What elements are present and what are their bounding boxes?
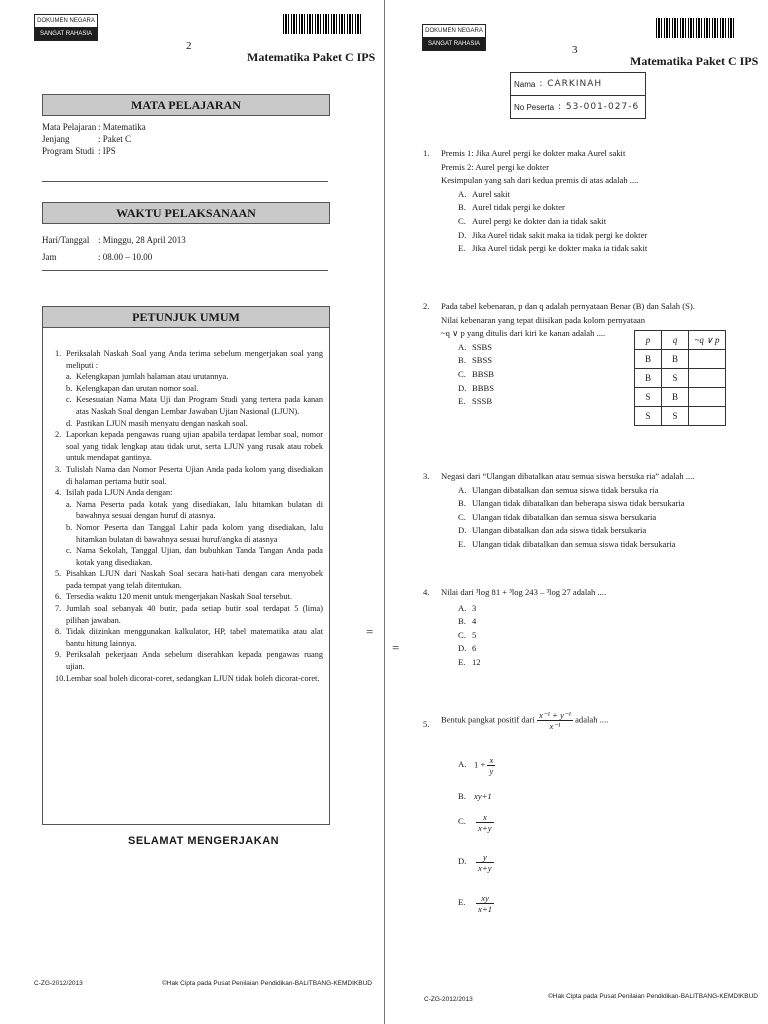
sub-item: [66, 499, 323, 522]
info-label: Jam: [42, 252, 57, 262]
option: [458, 229, 647, 243]
info-value: : Minggu, 28 April 2013: [98, 235, 186, 245]
item-text: Tersedia waktu 120 menit untuk mengerjakan Naskah Soal tersebut.: [66, 592, 292, 602]
table-row: [635, 369, 726, 388]
option-text: Ulangan dibatalkan dan ada siswa tidak bersukaria: [472, 525, 647, 536]
option-letter: E.: [458, 538, 466, 549]
option-letter: C.: [458, 511, 466, 522]
sub-text: Nama Sekolah, Tanggal Ujian, dan bubuhkan Tanda Tangan Anda pada kotak yang disediakan.: [76, 546, 323, 567]
instruction-item: [55, 591, 323, 603]
table-cell: [689, 350, 726, 369]
option: [458, 201, 647, 215]
sub-text: Kesesuaian Nama Mata Uji dan Program Studi yang tertera pada kanan atas Naskah Soal dengan Lembar Jawaban Ujian Nasional (LJUN).: [76, 395, 323, 416]
dokumen-negara-label: DOKUMEN NEGARA: [423, 25, 485, 38]
info-label: Hari/Tanggal: [42, 235, 90, 245]
info-value: : Matematika: [98, 122, 146, 132]
info-value: : Paket C: [98, 134, 131, 144]
option-text: Ulangan tidak dibatalkan dan semua siswa tidak bersukaria: [472, 538, 676, 549]
q5-option-a: [458, 755, 495, 776]
sangat-rahasia-label: SANGAT RAHASIA: [423, 38, 485, 50]
info-value: : IPS: [98, 146, 116, 156]
table-header-row: [635, 331, 726, 350]
sub-letter: c.: [66, 395, 72, 405]
question-text: ~q ∨ p yang ditulis dari kiri ke kanan adalah ....: [441, 328, 606, 339]
denominator: x+1: [478, 904, 493, 914]
peserta-label: No Peserta: [514, 102, 555, 112]
item-text: Periksalah Naskah Soal yang Anda terima sebelum mengerjakan soal yang meliputi :: [66, 349, 323, 370]
option-text: Ulangan tidak dibatalkan dan semua siswa bersukaria: [472, 511, 657, 522]
peserta-value: : 53-001-027-6: [558, 102, 640, 112]
sub-item: [66, 545, 323, 568]
fraction: [537, 710, 573, 731]
option-letter: A.: [458, 759, 467, 770]
fraction: [476, 812, 493, 833]
right-classification-box: [422, 24, 486, 51]
option-text: Jika Aurel tidak sakit maka ia tidak pergi ke dokter: [472, 229, 648, 240]
option-text: SSBS: [472, 341, 493, 352]
info-label: Jenjang: [42, 134, 70, 144]
instruction-item: [55, 626, 323, 649]
item-number: 1.: [55, 349, 62, 358]
option: [458, 242, 647, 256]
numerator: xy: [476, 893, 494, 904]
option-letter: D.: [458, 856, 467, 867]
left-barcode: [283, 14, 361, 34]
q5-option-c: [458, 812, 494, 833]
question-3: [423, 470, 694, 552]
sub-letter: c.: [66, 546, 72, 556]
peserta-row: [511, 96, 645, 118]
option-text: 1 +: [474, 759, 486, 770]
truth-table: [634, 330, 726, 426]
info-value: : 08.00 – 10.00: [98, 252, 153, 262]
sub-letter: a.: [66, 499, 72, 509]
question-text: Negasi dari “Ulangan dibatalkan atau semua siswa bersuka ria” adalah ....: [441, 471, 695, 481]
option: [458, 629, 606, 643]
option-text: 12: [472, 656, 481, 667]
question-text: Premis 1: Jika Aurel pergi ke dokter maka Aurel sakit: [441, 148, 626, 158]
option: [458, 188, 647, 202]
option: [458, 511, 694, 525]
option-text: SBSS: [472, 355, 493, 366]
option-letter: A.: [458, 341, 467, 352]
sub-text: Kelengkapan jumlah halaman atau urutannya.: [76, 372, 229, 382]
item-text: Isilah pada LJUN Anda dengan:: [66, 488, 173, 498]
option-letter: B.: [458, 498, 466, 509]
sangat-rahasia-label: SANGAT RAHASIA: [35, 28, 97, 40]
option-letter: A.: [458, 484, 467, 495]
option-text: xy+1: [474, 791, 492, 801]
question-text: Nilai kebenaran yang tepat diisikan pada kolom pernyataan: [441, 314, 646, 325]
table-cell: [689, 407, 726, 426]
option-text: Aurel tidak pergi ke dokter: [472, 202, 565, 213]
option-letter: E.: [458, 897, 466, 908]
option: [458, 615, 606, 629]
right-page-number: 3: [572, 44, 578, 56]
option: [458, 524, 694, 538]
sub-item: [66, 522, 323, 545]
table-cell: S: [635, 407, 662, 426]
sub-text: Nomor Peserta dan Tanggal Lahir pada kolom yang disediakan, lalu hitamkan bulatan di bawahnya sesuai huruf/angka di atasnya: [76, 522, 323, 544]
item-number: 10.: [55, 673, 66, 683]
question-text: Pada tabel kebenaran, p dan q adalah pernyataan Benar (B) dan Salah (S).: [441, 301, 695, 311]
info-label: Program Studi: [42, 146, 95, 156]
instruction-item: [55, 429, 323, 464]
participant-box: [510, 72, 646, 119]
numerator: x: [489, 755, 494, 765]
question-number: 4.: [423, 587, 430, 597]
left-page-title: Matematika Paket C IPS: [247, 50, 376, 64]
option-letter: D.: [458, 382, 467, 393]
table-header: q: [662, 331, 689, 350]
item-number: 3.: [55, 464, 62, 474]
option-text: SSSB: [472, 396, 493, 407]
question-text: Kesimpulan yang sah dari kedua premis di atas adalah ....: [441, 175, 639, 186]
numerator: x⁻¹ + y⁻¹: [538, 710, 571, 720]
info-row: [42, 145, 328, 157]
instruction-item: [55, 649, 323, 672]
item-number: 5.: [55, 569, 62, 579]
instruction-item: [55, 348, 323, 429]
table-cell: [689, 388, 726, 407]
separator-mark: =: [392, 640, 400, 655]
option: [458, 642, 606, 656]
q5-option-b: [458, 790, 492, 804]
question-number: 1.: [423, 148, 430, 158]
info-row: [42, 234, 328, 246]
question-text: Nilai dari ³log 81 + ³log 243 – ³log 27 adalah ....: [441, 587, 607, 597]
sub-text: Nama Peserta pada kotak yang disediakan, lalu hitamkan bulatan di bawahnya sesuai dengan huruf di atasnya.: [76, 499, 323, 521]
option-letter: B.: [458, 616, 466, 627]
instruction-item: [55, 568, 323, 591]
question-number: 3.: [423, 471, 430, 481]
table-row: [635, 388, 726, 407]
table-cell: S: [635, 388, 662, 407]
waktu-pelaksanaan-heading: WAKTU PELAKSANAAN: [42, 202, 330, 224]
option-letter: A.: [458, 188, 467, 199]
item-text: Jumlah soal sebanyak 40 butir, pada setiap butir soal terdapat 5 (lima) pilihan jawaban.: [66, 604, 323, 625]
question-5: [423, 710, 608, 731]
option: [458, 497, 694, 511]
name-label: Nama: [514, 79, 536, 89]
item-text: Tidak diizinkan menggunakan kalkulator, HP, tabel matematika atau alat bantu hitung lainnya.: [66, 627, 323, 648]
table-cell: B: [635, 350, 662, 369]
table-cell: S: [662, 407, 689, 426]
fraction: [476, 852, 493, 873]
instruction-item: [55, 673, 323, 685]
petunjuk-umum-heading: PETUNJUK UMUM: [42, 306, 330, 328]
mata-pelajaran-info: [42, 121, 328, 157]
numerator: y: [476, 852, 493, 863]
option-text: Jika Aurel tidak pergi ke dokter maka ia tidak sakit: [472, 243, 648, 254]
right-page-title: Matematika Paket C IPS: [630, 54, 759, 68]
waktu-info: [42, 234, 328, 263]
table-cell: S: [662, 369, 689, 388]
info-row: [42, 133, 328, 145]
option-letter: A.: [458, 602, 467, 613]
table-header: p: [635, 331, 662, 350]
sub-item: [66, 418, 323, 430]
fraction: [487, 755, 495, 776]
question-4: [423, 586, 606, 670]
option-letter: E.: [458, 656, 466, 667]
table-cell: B: [662, 388, 689, 407]
option-text: BBSB: [472, 368, 494, 379]
instruction-item: [55, 487, 323, 568]
table-cell: [689, 369, 726, 388]
separator-mark: =: [366, 624, 374, 639]
option: [458, 484, 694, 498]
item-text: Laporkan kepada pengawas ruang ujian apabila terdapat lembar soal, nomor soal yang tidak lengkap atau tidak urut, serta LJUN yang rusak atau robek untuk mendapat gantinya.: [66, 430, 323, 463]
item-number: 4.: [55, 488, 62, 498]
fraction: [476, 893, 494, 914]
instruction-list: [55, 348, 323, 684]
option-letter: B.: [458, 791, 466, 801]
left-classification-box: [34, 14, 98, 41]
item-number: 2.: [55, 430, 62, 440]
table-row: [635, 350, 726, 369]
info-row: [42, 121, 328, 133]
item-number: 9.: [55, 650, 62, 660]
table-row: [635, 407, 726, 426]
option: [458, 656, 606, 670]
instruction-item: [55, 464, 323, 487]
sub-letter: d.: [66, 418, 73, 428]
page-fold: [384, 0, 385, 1024]
question-number: 5.: [423, 719, 430, 729]
denominator: x+y: [478, 863, 492, 873]
item-number: 8.: [55, 627, 62, 637]
option-text: Aurel sakit: [472, 188, 510, 199]
table-header: ~q ∨ p: [689, 331, 726, 350]
item-number: 7.: [55, 604, 62, 614]
sub-item: [66, 371, 323, 383]
q5-option-e: [458, 893, 494, 914]
option-letter: D.: [458, 525, 467, 536]
right-barcode: [656, 18, 734, 38]
question-suffix: adalah ....: [575, 714, 609, 725]
sub-letter: a.: [66, 372, 72, 382]
option-letter: E.: [458, 396, 466, 407]
option-letter: C.: [458, 368, 466, 379]
sub-letter: b.: [66, 383, 73, 393]
name-row: [511, 73, 645, 96]
question-1: [423, 147, 647, 256]
option-text: 6: [472, 643, 477, 654]
question-text: Premis 2: Aurel pergi ke dokter: [441, 161, 549, 172]
left-page-number: 2: [186, 40, 192, 52]
option: [458, 602, 606, 616]
option-letter: D.: [458, 229, 467, 240]
option: [458, 215, 647, 229]
denominator: x⁻¹: [549, 721, 561, 731]
mata-pelajaran-heading: MATA PELAJARAN: [42, 94, 330, 116]
option-letter: B.: [458, 202, 466, 213]
item-text: Pisahkan LJUN dari Naskah Soal secara hati-hati dengan cara menyobek pada tempat yang telah ditentukan.: [66, 569, 323, 590]
info-label: Mata Pelajaran: [42, 122, 97, 132]
sub-item: [66, 394, 323, 417]
dokumen-negara-label: DOKUMEN NEGARA: [35, 15, 97, 28]
item-text: Lembar soal boleh dicorat-coret, sedangkan LJUN tidak boleh dicorat-coret.: [66, 673, 320, 683]
item-text: Tulislah Nama dan Nomor Peserta Ujian Anda pada kolom yang disediakan di halaman pertama butir soal.: [66, 464, 323, 486]
option-text: Aurel pergi ke dokter dan ia tidak sakit: [472, 215, 607, 226]
table-cell: B: [635, 369, 662, 388]
sub-item: [66, 383, 323, 395]
closing-text: SELAMAT MENGERJAKAN: [128, 835, 280, 847]
right-footer-code: C-ZG-2012/2013: [424, 996, 473, 1003]
denominator: y: [489, 766, 494, 776]
divider: [42, 270, 328, 271]
option-text: 4: [472, 616, 477, 627]
option-text: 5: [472, 629, 477, 640]
instruction-item: [55, 603, 323, 626]
sub-text: Pastikan LJUN masih menyatu dengan naskah soal.: [76, 418, 248, 428]
option-text: Ulangan dibatalkan dan semua siswa tidak bersuka ria: [472, 484, 659, 495]
right-footer-copyright: ©Hak Cipta pada Pusat Penilaian Pendidikan-BALITBANG-KEMDIKBUD: [548, 993, 758, 1000]
option-letter: D.: [458, 643, 467, 654]
item-text: Periksalah pekerjaan Anda sebelum diserahkan kepada pengawas ruang ujian.: [66, 650, 323, 672]
sub-text: Kelengkapan dan urutan nomor soal.: [76, 383, 199, 393]
question-prefix: Bentuk pangkat positif dari: [441, 714, 535, 725]
item-number: 6.: [55, 592, 62, 602]
q5-option-d: [458, 852, 494, 873]
option-letter: E.: [458, 243, 466, 254]
option-letter: C.: [458, 629, 466, 640]
option-text: BBBS: [472, 382, 494, 393]
left-footer-copyright: ©Hak Cipta pada Pusat Penilaian Pendidikan-BALITBANG-KEMDIKBUD: [162, 980, 372, 987]
divider: [42, 181, 328, 182]
option-text: 3: [472, 602, 477, 613]
option-letter: B.: [458, 355, 466, 366]
numerator: x: [476, 812, 493, 823]
option-letter: C.: [458, 816, 466, 827]
option-letter: C.: [458, 215, 466, 226]
sub-letter: b.: [66, 522, 73, 532]
question-number: 2.: [423, 301, 430, 311]
option: [458, 538, 694, 552]
option-text: Ulangan tidak dibatalkan dan beberapa siswa tidak bersukaria: [472, 498, 685, 509]
question-text: [441, 710, 608, 731]
table-cell: B: [662, 350, 689, 369]
denominator: x+y: [478, 823, 492, 833]
left-footer-code: C-ZG-2012/2013: [34, 980, 83, 987]
name-value: : CARKINAH: [539, 79, 603, 89]
info-row: [42, 251, 328, 263]
